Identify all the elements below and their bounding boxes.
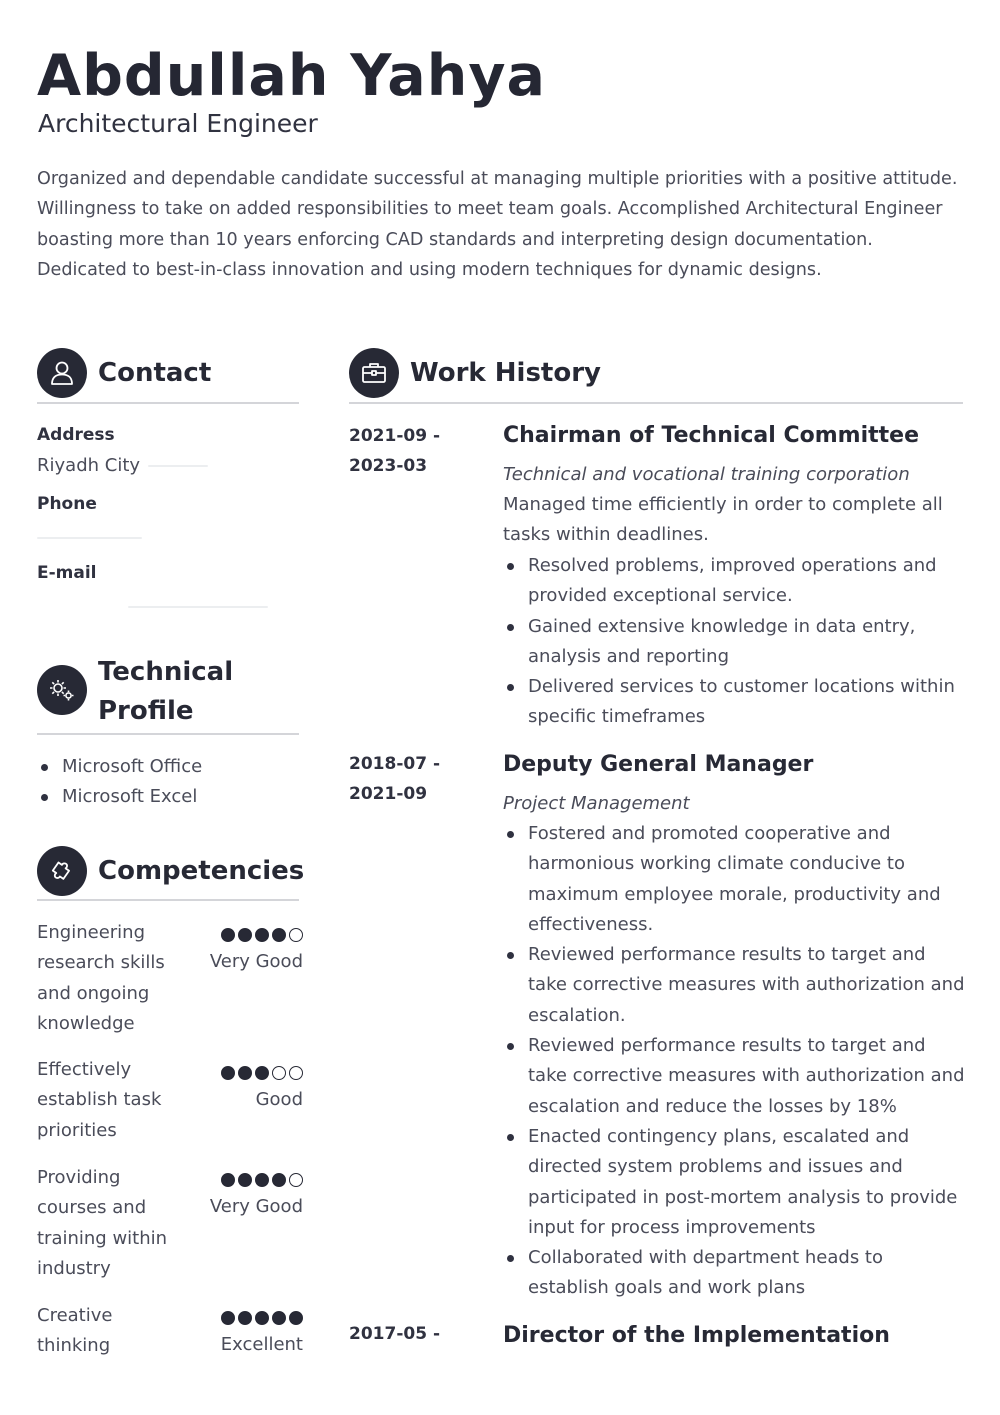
rating-dots (221, 1311, 303, 1325)
job-title: Deputy General Manager (503, 752, 814, 777)
list-item: Enacted contingency plans, escalated and directed system problems and issues and participated in post-mortem analysis to provide input for process improvements (503, 1122, 965, 1243)
competency-level: Good (255, 1089, 303, 1110)
redacted-email (128, 606, 268, 608)
rating-dot-filled (238, 1173, 252, 1187)
job-title: Director of the Implementation (503, 1323, 890, 1348)
rating-dots (221, 1066, 303, 1080)
puzzle-icon (37, 846, 87, 896)
rating-dot-filled (272, 1311, 286, 1325)
rating-dot-filled (238, 1311, 252, 1325)
competency-name: Engineering research skills and ongoing knowledge (37, 922, 165, 1034)
redacted-text (148, 465, 208, 467)
job-bullets (503, 551, 965, 733)
job-date-start: 2018-07 - (349, 754, 441, 774)
job-bullets (503, 819, 965, 1304)
job-company: Technical and vocational training corporation (503, 464, 910, 485)
rating-dot-empty (289, 1066, 303, 1080)
rating-dot-filled (272, 1173, 286, 1187)
rating-dot-empty (289, 1173, 303, 1187)
list-item: Resolved problems, improved operations and provided exceptional service. (503, 551, 965, 612)
rating-dot-filled (289, 1311, 303, 1325)
rating-dot-filled (255, 1311, 269, 1325)
competency-level: Very Good (209, 951, 303, 972)
section-divider (37, 899, 299, 901)
profile-summary: Organized and dependable candidate successful at managing multiple priorities with a positive attitude. Willingness to take on added responsibilities to meet team goals. Accomplished Architectural Engineer boasting more than 10 years enforcing CAD standards and interpreting design documentation. Dedicated to best-in-class innovation and using modern techniques for dynamic designs. (37, 169, 958, 280)
phone-label: Phone (37, 494, 97, 514)
competency-level: Excellent (220, 1334, 303, 1355)
list-item: Fostered and promoted cooperative and harmonious working climate conducive to maximum employee morale, productivity and effectiveness. (503, 819, 965, 940)
section-divider (37, 402, 299, 404)
email-label: E-mail (37, 563, 97, 583)
rating-dot-filled (255, 1066, 269, 1080)
list-item: Collaborated with department heads to establish goals and work plans (503, 1243, 965, 1304)
address-label: Address (37, 425, 115, 445)
list-item: Reviewed performance results to target and take corrective measures with authorization and escalation. (503, 940, 965, 1031)
rating-dot-empty (272, 1066, 286, 1080)
section-divider (37, 733, 299, 735)
rating-dot-filled (221, 1173, 235, 1187)
list-item: Microsoft Office (37, 752, 297, 782)
list-item: Microsoft Excel (37, 782, 297, 812)
contact-heading: Contact (98, 358, 212, 388)
rating-dot-filled (272, 928, 286, 942)
list-item: Delivered services to customer locations within specific timeframes (503, 672, 965, 733)
list-item: Gained extensive knowledge in data entry, analysis and reporting (503, 612, 965, 673)
competency-name: Effectively establish task priorities (37, 1059, 162, 1141)
rating-dot-filled (221, 1066, 235, 1080)
rating-dot-filled (238, 928, 252, 942)
competency-name: Providing courses and training within industry (37, 1167, 168, 1279)
job-date-start: 2021-09 - (349, 426, 441, 446)
section-divider (349, 402, 963, 404)
job-date-start: 2017-05 - (349, 1324, 441, 1344)
work-history-heading: Work History (410, 358, 601, 388)
user-icon (37, 348, 87, 398)
candidate-role: Architectural Engineer (38, 109, 318, 138)
rating-dots (221, 1173, 303, 1187)
competency-level: Very Good (209, 1196, 303, 1217)
technical-list (37, 752, 297, 813)
technical-heading-line2: Profile (98, 696, 194, 726)
technical-heading-line1: Technical (98, 657, 234, 687)
job-title: Chairman of Technical Committee (503, 423, 920, 448)
address-value: Riyadh City (37, 455, 141, 476)
list-item: Reviewed performance results to target and take corrective measures with authorization and escalation and reduce the losses by 18% (503, 1031, 965, 1122)
rating-dot-filled (255, 928, 269, 942)
gears-icon (37, 665, 87, 715)
rating-dot-filled (238, 1066, 252, 1080)
rating-dot-filled (255, 1173, 269, 1187)
rating-dot-empty (289, 928, 303, 942)
redacted-phone (37, 537, 142, 539)
job-date-end: 2023-03 (349, 456, 428, 476)
competency-name: Creative thinking (37, 1305, 113, 1357)
job-description: Managed time efficiently in order to complete all tasks within deadlines. (503, 494, 943, 546)
job-date-end: 2021-09 (349, 784, 428, 804)
candidate-name: Abdullah Yahya (37, 43, 546, 109)
job-company: Project Management (503, 793, 690, 814)
rating-dot-filled (221, 1311, 235, 1325)
briefcase-icon (349, 348, 399, 398)
competencies-heading: Competencies (98, 856, 305, 886)
rating-dot-filled (221, 928, 235, 942)
rating-dots (221, 928, 303, 942)
